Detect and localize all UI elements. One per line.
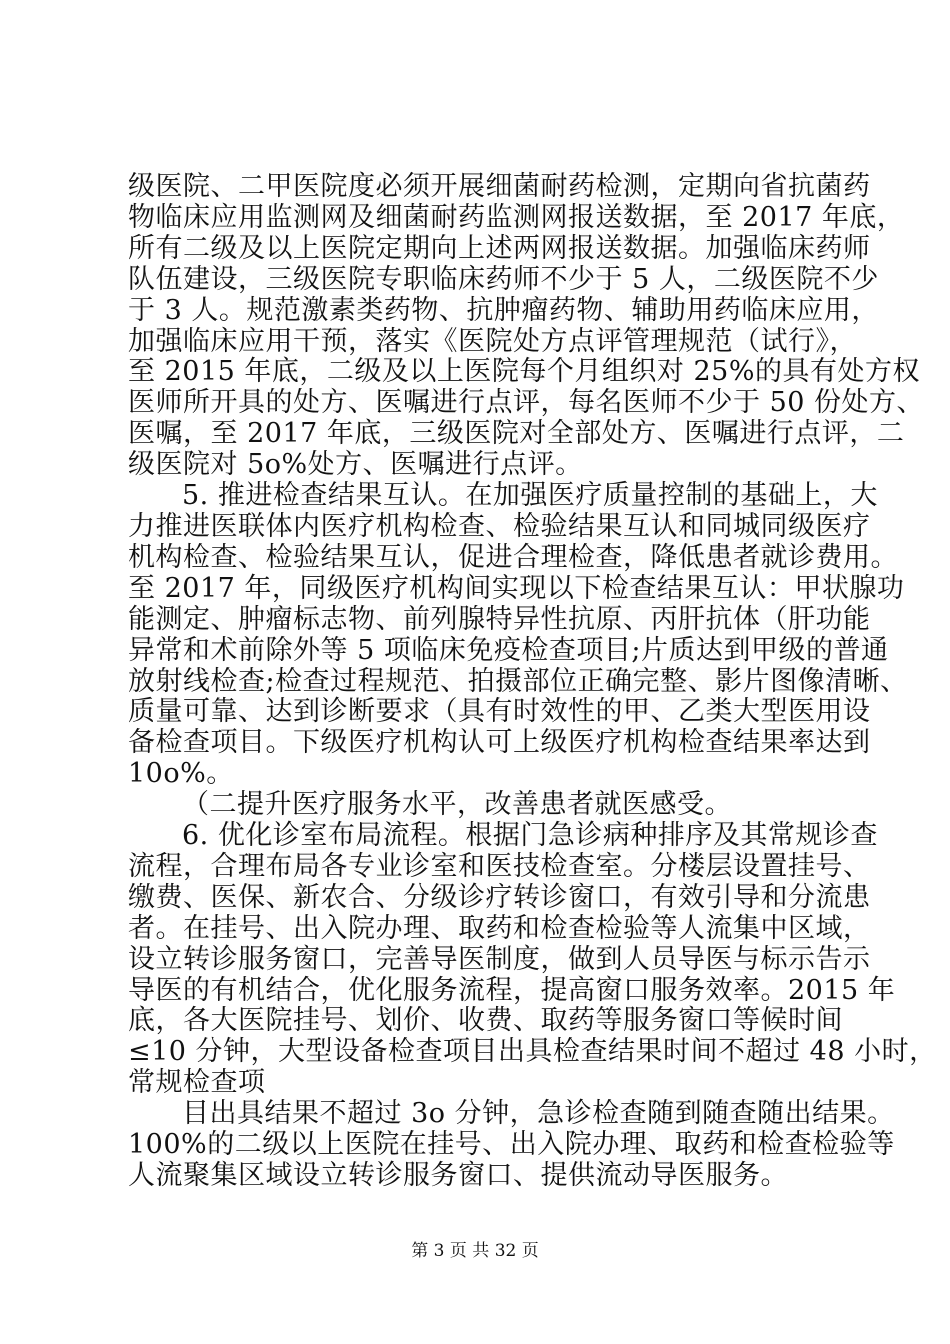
text-line: 级医院对 5o%处方、医嘱进行点评。	[128, 449, 583, 480]
text-line: 常规检查项	[128, 1067, 266, 1098]
text-line: 能测定、肿瘤标志物、前列腺特异性抗原、丙肝抗体（肝功能	[128, 604, 871, 635]
text-line: 者。在挂号、出入院办理、取药和检查检验等人流集中区域，	[128, 913, 871, 944]
text-line: 设立转诊服务窗口，完善导医制度，做到人员导医与标示告示	[128, 944, 871, 975]
text-line: 人流聚集区域设立转诊服务窗口、提供流动导医服务。	[128, 1160, 788, 1191]
text-line: （二提升医疗服务水平，改善患者就医感受。	[182, 789, 732, 820]
text-line: 流程，合理布局各专业诊室和医技检查室。分楼层设置挂号、	[128, 851, 871, 882]
page-footer: 第 3 页 共 32 页	[411, 1241, 539, 1261]
text-line: 至 2015 年底，二级及以上医院每个月组织对 25%的具有处方权	[128, 356, 920, 387]
text-line: 队伍建设，三级医院专职临床药师不少于 5 人，二级医院不少	[128, 264, 879, 295]
text-line: 至 2017 年，同级医疗机构间实现以下检查结果互认：甲状腺功	[128, 573, 905, 604]
text-line: 6. 优化诊室布局流程。根据门急诊病种排序及其常规诊查	[182, 820, 878, 851]
text-line: 加强临床应用干预，落实《医院处方点评管理规范（试行》，	[128, 326, 857, 357]
text-line: 目出具结果不超过 3o 分钟，急诊检查随到随查随出结果。	[182, 1098, 895, 1129]
text-line: 100%的二级以上医院在挂号、出入院办理、取药和检查检验等	[128, 1129, 895, 1160]
text-line: 质量可靠、达到诊断要求（具有时效性的甲、乙类大型医用设	[128, 696, 871, 727]
text-line: ≤10 分钟，大型设备检查项目出具检查结果时间不超过 48 小时，	[128, 1036, 937, 1067]
text-line: 医师所开具的处方、医嘱进行点评，每名医师不少于 50 份处方、	[128, 387, 925, 418]
text-line: 5. 推进检查结果互认。在加强医疗质量控制的基础上，大	[182, 480, 878, 511]
text-line: 放射线检查;检查过程规范、拍摄部位正确完整、影片图像清晰、	[128, 666, 908, 697]
text-line: 机构检查、检验结果互认，促进合理检查，降低患者就诊费用。	[128, 542, 898, 573]
text-line: 缴费、医保、新农合、分级诊疗转诊窗口，有效引导和分流患	[128, 882, 871, 913]
text-line: 于 3 人。规范激素类药物、抗肿瘤药物、辅助用药临床应用，	[128, 295, 879, 326]
text-line: 导医的有机结合，优化服务流程，提高窗口服务效率。2015 年	[128, 975, 896, 1006]
text-line: 物临床应用监测网及细菌耐药监测网报送数据，至 2017 年底，	[128, 202, 905, 233]
text-line: 力推进医联体内医疗机构检查、检验结果互认和同城同级医疗	[128, 511, 871, 542]
text-line: 医嘱，至 2017 年底，三级医院对全部处方、医嘱进行点评，二	[128, 418, 905, 449]
text-line: 底，各大医院挂号、划价、收费、取药等服务窗口等候时间	[128, 1005, 843, 1036]
text-line: 级医院、二甲医院度必须开展细菌耐药检测，定期向省抗菌药	[128, 171, 871, 202]
text-line: 所有二级及以上医院定期向上述两网报送数据。加强临床药师	[128, 233, 871, 264]
text-line: 10o%。	[128, 758, 234, 789]
text-line: 异常和术前除外等 5 项临床免疫检查项目;片质达到甲级的普通	[128, 635, 889, 666]
text-line: 备检查项目。下级医疗机构认可上级医疗机构检查结果率达到	[128, 727, 871, 758]
